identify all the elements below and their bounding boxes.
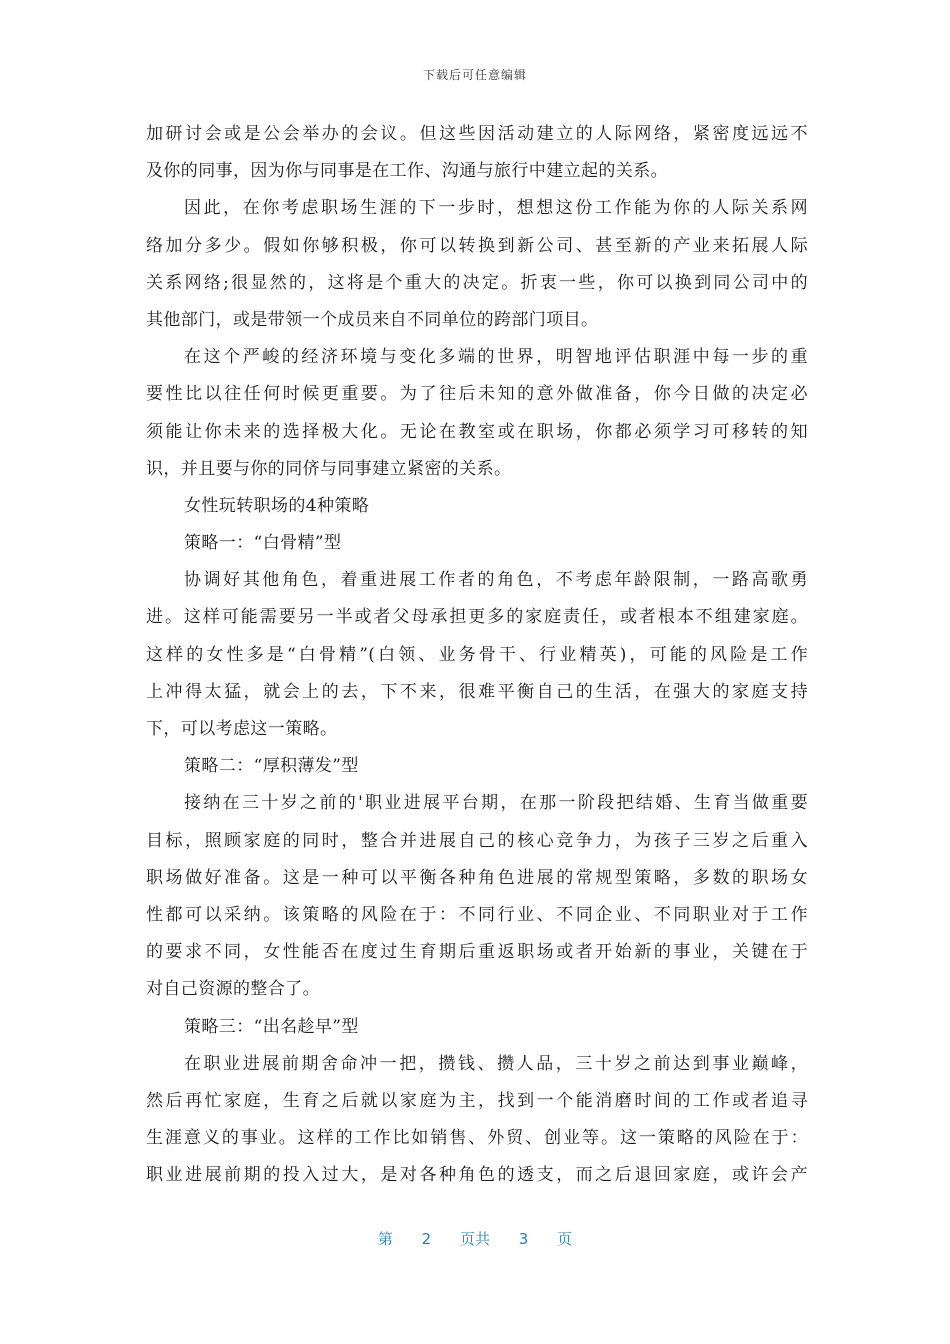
text-line: 对自己资源的整合了。	[146, 979, 320, 1000]
document-body	[146, 116, 808, 1194]
page-header: 下载后可任意编辑	[422, 68, 527, 82]
footer-total-pages: 3	[518, 1230, 529, 1248]
text-line: 及你的同事，因为你与同事是在工作、沟通与旅行中建立起的关系。	[146, 161, 668, 182]
text-line: 其他部门，或是带领一个成员来自不同单位的跨部门项目。	[146, 309, 599, 330]
text-line: 性都可以采纳。该策略的风险在于：不同行业、不同企业、不同职业对于工作	[146, 904, 808, 925]
text-line: 职业进展前期的投入过大，是对各种角色的透支，而之后退回家庭，或许会产	[146, 1165, 808, 1186]
text-line: 策略三：“出名趁早”型	[184, 1016, 359, 1037]
text-line: 在这个严峻的经济环境与变化多端的世界，明智地评估职涯中每一步的重	[184, 347, 808, 368]
text-line: 策略一：“白骨精”型	[184, 533, 342, 554]
text-line: 目标，照顾家庭的同时，整合并进展自己的核心竞争力，为孩子三岁之后重入	[146, 830, 808, 851]
text-line: 在职业进展前期舍命冲一把，攒钱、攒人品，三十岁之前达到事业巅峰，	[184, 1053, 808, 1074]
text-line: 协调好其他角色，着重进展工作者的角色，不考虑年龄限制，一路高歌勇	[184, 570, 808, 591]
text-line: 要性比以往任何时候更重要。为了往后未知的意外做准备，你今日做的决定必	[146, 384, 808, 405]
text-line: 上冲得太猛，就会上的去，下不来，很难平衡自己的生活，在强大的家庭支持	[146, 681, 808, 702]
text-line: 因此，在你考虑职场生涯的下一步时，想想这份工作能为你的人际关系网	[184, 198, 808, 219]
text-line: 策略二：“厚积薄发”型	[184, 756, 359, 777]
text-line: 的要求不同，女性能否在度过生育期后重返职场或者开始新的事业，关键在于	[146, 942, 808, 963]
footer-suffix: 页	[557, 1230, 573, 1248]
text-line: 进。这样可能需要另一半或者父母承担更多的家庭责任，或者根本不组建家庭。	[146, 607, 808, 628]
text-line: 关系网络;很显然的，这将是个重大的决定。折衷一些，你可以换到同公司中的	[146, 272, 808, 293]
footer-current-page: 2	[421, 1230, 432, 1248]
text-line: 这样的女性多是“白骨精”(白领、业务骨干、行业精英)，可能的风险是工作	[146, 644, 808, 665]
text-line: 识，并且要与你的同侪与同事建立紧密的关系。	[146, 458, 512, 479]
text-line: 然后再忙家庭，生育之后就以家庭为主，找到一个能消磨时间的工作或者追寻	[146, 1090, 808, 1111]
text-line: 生涯意义的事业。这样的工作比如销售、外贸、创业等。这一策略的风险在于：	[146, 1128, 808, 1149]
text-line: 加研讨会或是公会举办的会议。但这些因活动建立的人际网络，紧密度远远不	[146, 124, 808, 144]
text-line: 须能让你未来的选择极大化。无论在教室或在职场，你都必须学习可移转的知	[146, 421, 808, 442]
text-line: 女性玩转职场的4种策略	[184, 495, 370, 516]
text-line: 络加分多少。假如你够积极，你可以转换到新公司、甚至新的产业来拓展人际	[146, 235, 808, 256]
text-line: 职场做好准备。这是一种可以平衡各种角色进展的常规型策略，多数的职场女	[146, 867, 808, 888]
text-line: 接纳在三十岁之前的'职业进展平台期，在那一阶段把结婚、生育当做重要	[184, 793, 808, 814]
page-footer	[0, 1228, 950, 1249]
footer-middle: 页共	[459, 1230, 490, 1248]
text-line: 下，可以考虑这一策略。	[146, 719, 338, 739]
footer-prefix: 第	[377, 1230, 393, 1248]
